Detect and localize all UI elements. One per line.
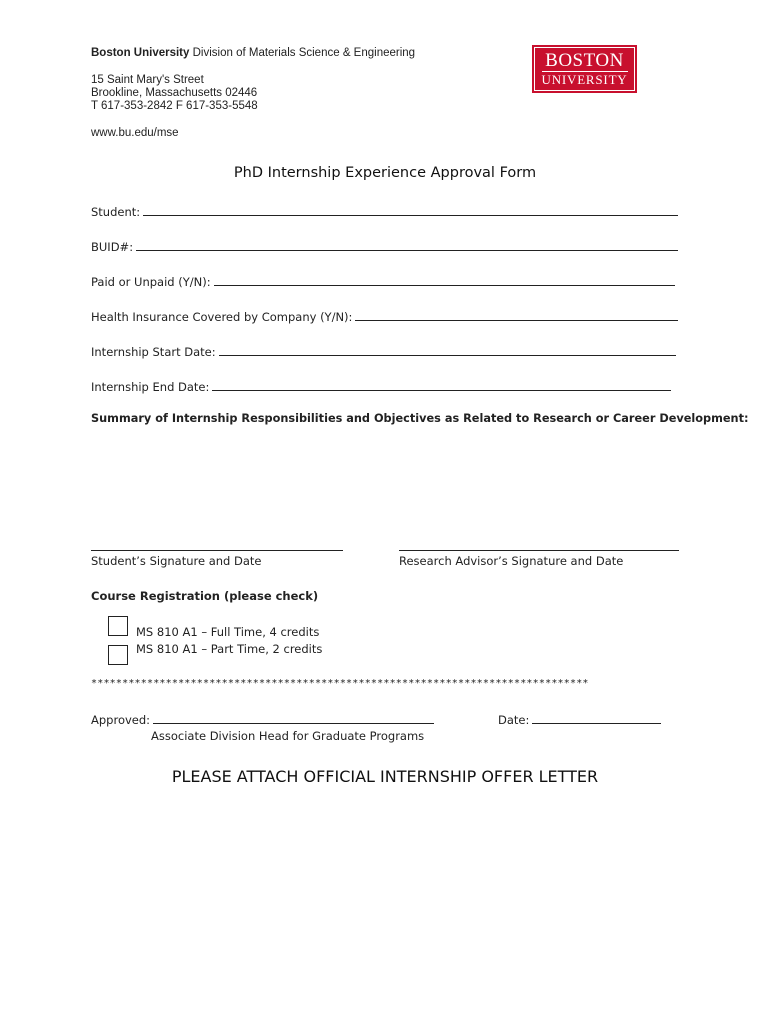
part-time-checkbox[interactable] <box>108 645 128 665</box>
logo-line-university: UNIVERSITY <box>541 72 628 87</box>
approved-label: Approved: <box>91 713 151 727</box>
website-link[interactable]: www.bu.edu/mse <box>91 127 179 139</box>
paid-field[interactable] <box>91 273 675 289</box>
buid-input-line[interactable] <box>136 238 678 251</box>
attach-offer-letter-notice: PLEASE ATTACH OFFICIAL INTERNSHIP OFFER LETTER <box>171 767 599 786</box>
org-name: Boston University <box>91 47 190 59</box>
student-label: Student: <box>91 205 141 219</box>
full-time-option-label: MS 810 A1 – Full Time, 4 credits <box>136 625 320 639</box>
address-line-1: 15 Saint Mary's Street <box>91 74 204 86</box>
advisor-signature-label: Research Advisor’s Signature and Date <box>399 554 624 568</box>
approved-field[interactable] <box>91 711 434 727</box>
logo-line-boston: BOSTON <box>545 50 624 71</box>
header-org-line <box>91 47 415 60</box>
start-date-field[interactable] <box>91 343 676 359</box>
phone-fax: T 617-353-2842 F 617-353-5548 <box>91 100 258 112</box>
paid-label: Paid or Unpaid (Y/N): <box>91 275 211 289</box>
date-field[interactable] <box>498 711 661 727</box>
health-insurance-field[interactable] <box>91 308 678 324</box>
division-name: Division of Materials Science & Engineering <box>189 47 416 59</box>
summary-area[interactable] <box>91 432 678 537</box>
health-insurance-input-line[interactable] <box>355 308 678 321</box>
summary-label: Summary of Internship Responsibilities and Objectives as Related to Research or Career Development: <box>91 412 749 425</box>
date-label: Date: <box>498 713 530 727</box>
buid-label: BUID#: <box>91 240 134 254</box>
approved-role-label: Associate Division Head for Graduate Programs <box>151 729 425 743</box>
end-date-label: Internship End Date: <box>91 380 210 394</box>
form-title: PhD Internship Experience Approval Form <box>233 165 537 181</box>
end-date-input-line[interactable] <box>212 378 671 391</box>
separator-stars: ******************************************************************************** <box>91 678 589 689</box>
student-signature-line[interactable] <box>91 550 343 551</box>
student-signature-label: Student’s Signature and Date <box>91 554 262 568</box>
boston-university-logo <box>532 45 637 93</box>
paid-input-line[interactable] <box>214 273 675 286</box>
address-line-2: Brookline, Massachusetts 02446 <box>91 87 258 99</box>
buid-field[interactable] <box>91 238 678 254</box>
student-input-line[interactable] <box>143 203 678 216</box>
course-registration-label: Course Registration (please check) <box>91 589 319 603</box>
student-field[interactable] <box>91 203 678 219</box>
start-date-label: Internship Start Date: <box>91 345 216 359</box>
approved-input-line[interactable] <box>153 711 434 724</box>
date-input-line[interactable] <box>532 711 661 724</box>
full-time-checkbox[interactable] <box>108 616 128 636</box>
health-insurance-label: Health Insurance Covered by Company (Y/N): <box>91 310 353 324</box>
end-date-field[interactable] <box>91 378 671 394</box>
start-date-input-line[interactable] <box>219 343 676 356</box>
part-time-option-label: MS 810 A1 – Part Time, 2 credits <box>136 642 323 656</box>
advisor-signature-line[interactable] <box>399 550 679 551</box>
